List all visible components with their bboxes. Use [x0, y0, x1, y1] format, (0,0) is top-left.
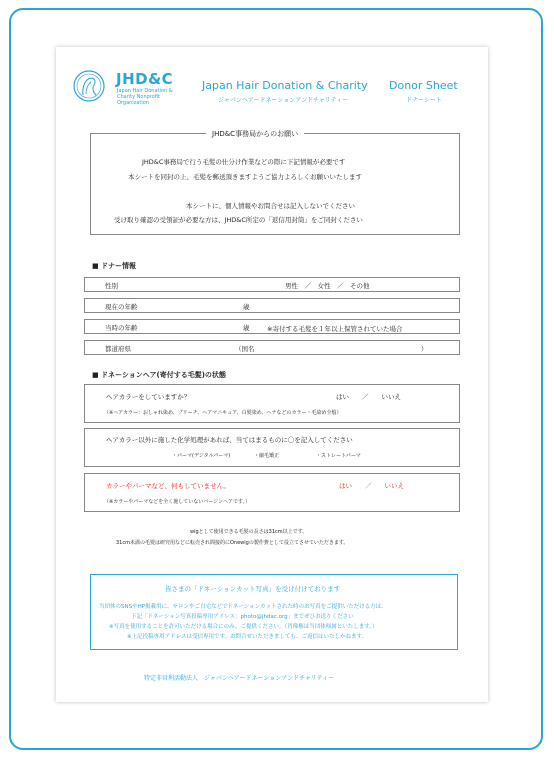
donor-heading: ■ ドナー情報 — [92, 262, 137, 270]
notice-line-4: ※上記投稿専用アドレスは受信専用です。お問合せいただきましても、ご返信はいたしかねます。 — [127, 634, 368, 640]
logo-icon — [72, 69, 106, 103]
virgin-hair-question: カラーやパーマなど、何もしていません。 — [106, 482, 230, 490]
chemical-option-straight-perm[interactable]: ・ストレートパーマ — [316, 453, 361, 459]
cut-age-note: ※寄付する毛髪を１年以上保管されていた場合 — [267, 325, 403, 333]
title-jp: ジャパンヘアードネーションアンドチャリティー — [218, 97, 349, 104]
country-label[interactable]: （国名 — [235, 345, 255, 353]
org-footer: 特定非営利活動法人 ジャパンヘアードネーションアンドチャリティー — [144, 675, 335, 682]
notice-line-2: 下記「ドネーション写真投稿専用アドレス：photo@jhdac.org」までぜひお送りください — [131, 614, 354, 620]
hair-color-note: （※ヘアカラー：おしゃれ染め、ブリーチ、ヘアマニキュア、白髪染め、ヘナなどのカラー・毛染め全般） — [104, 410, 342, 416]
virgin-hair-box — [84, 473, 460, 512]
notice-line-3: ※写真を使用することを許可いただける場合にのみ、ご提供ください。（肖像権は当団体帰属といたします。） — [109, 624, 378, 630]
length-note-2: 31cm未満の毛髪は研究用などに転売され間接的にOnewigの製作費として役立てさせていただきます。 — [116, 540, 349, 546]
age-row — [84, 298, 460, 313]
brand-subtitle: Japan Hair Donation & Charity Nonprofit Organization — [117, 88, 173, 106]
hair-heading: ■ ドネーションヘア(寄付する毛髪)の状態 — [92, 371, 226, 379]
gender-options[interactable]: 男性 ／ 女性 ／ その他 — [285, 282, 370, 290]
cut-age-row — [84, 319, 460, 334]
notice-line-1: 当団体のSNSやHP掲載用に、サロンやご自宅などでドネーションカットされた時のお写真をご提供いただける方は、 — [99, 604, 387, 610]
age-unit[interactable]: 歳 — [243, 303, 250, 311]
title-en-sheet: Donor Sheet — [389, 79, 458, 92]
chemical-option-perm[interactable]: ・パーマ(デジタルパーマ) — [172, 453, 231, 459]
request-heading: JHD&C事務局からのお願い — [206, 129, 304, 139]
title-jp-sheet: ドナーシート — [406, 97, 442, 104]
hair-color-question: ヘアカラーをしていますか？ — [106, 393, 191, 401]
photo-notice-box — [90, 574, 458, 650]
chemical-question: ヘアカラー以外に施した化学処理があれば、当てはまるものに〇を記入してください — [106, 436, 353, 444]
hair-color-box — [84, 384, 460, 423]
request-line-4: 受け取り確認の受領証が必要な方は、JHD&C所定の「返信用封筒」をご同封ください — [114, 216, 363, 224]
length-note-1: wigとして使用できる毛髪の長さは31cm以上です。 — [190, 529, 308, 535]
brand-name: JHD&C — [116, 70, 174, 88]
country-close: ） — [421, 345, 428, 353]
request-line-2: 本シートを同封の上、毛髪を郵送頂きますようご協力よろしくお願いいたします — [128, 173, 362, 181]
gender-row — [84, 277, 460, 292]
chemical-option-straightening[interactable]: ・縮毛矯正 — [254, 453, 280, 459]
cut-age-label: 当時の年齢 — [105, 324, 138, 332]
age-label: 現在の年齢 — [105, 303, 138, 311]
request-line-3: 本シートに、個人情報やお問合せは記入しないでください — [186, 202, 355, 210]
virgin-hair-note: （※カラーやパーマなどを全く施していないバージンヘアです。） — [104, 499, 251, 505]
gender-label: 性別 — [105, 282, 118, 290]
cut-age-unit[interactable]: 歳 — [243, 324, 250, 332]
notice-heading: 皆さまの「ドネーションカット写真」を受け付けております — [165, 585, 341, 593]
virgin-hair-options[interactable]: はい ／ いいえ — [339, 482, 404, 490]
chemical-box — [84, 428, 460, 467]
prefecture-row — [84, 340, 460, 355]
donor-sheet — [56, 47, 488, 702]
title-en: Japan Hair Donation & Charity — [202, 79, 368, 92]
prefecture-label: 都道府県 — [105, 345, 131, 353]
hair-color-options[interactable]: はい ／ いいえ — [336, 393, 401, 401]
request-line-1: JHD&C事務局で行う毛髪の仕分け作業などの際に下記情報が必要です — [142, 158, 346, 166]
